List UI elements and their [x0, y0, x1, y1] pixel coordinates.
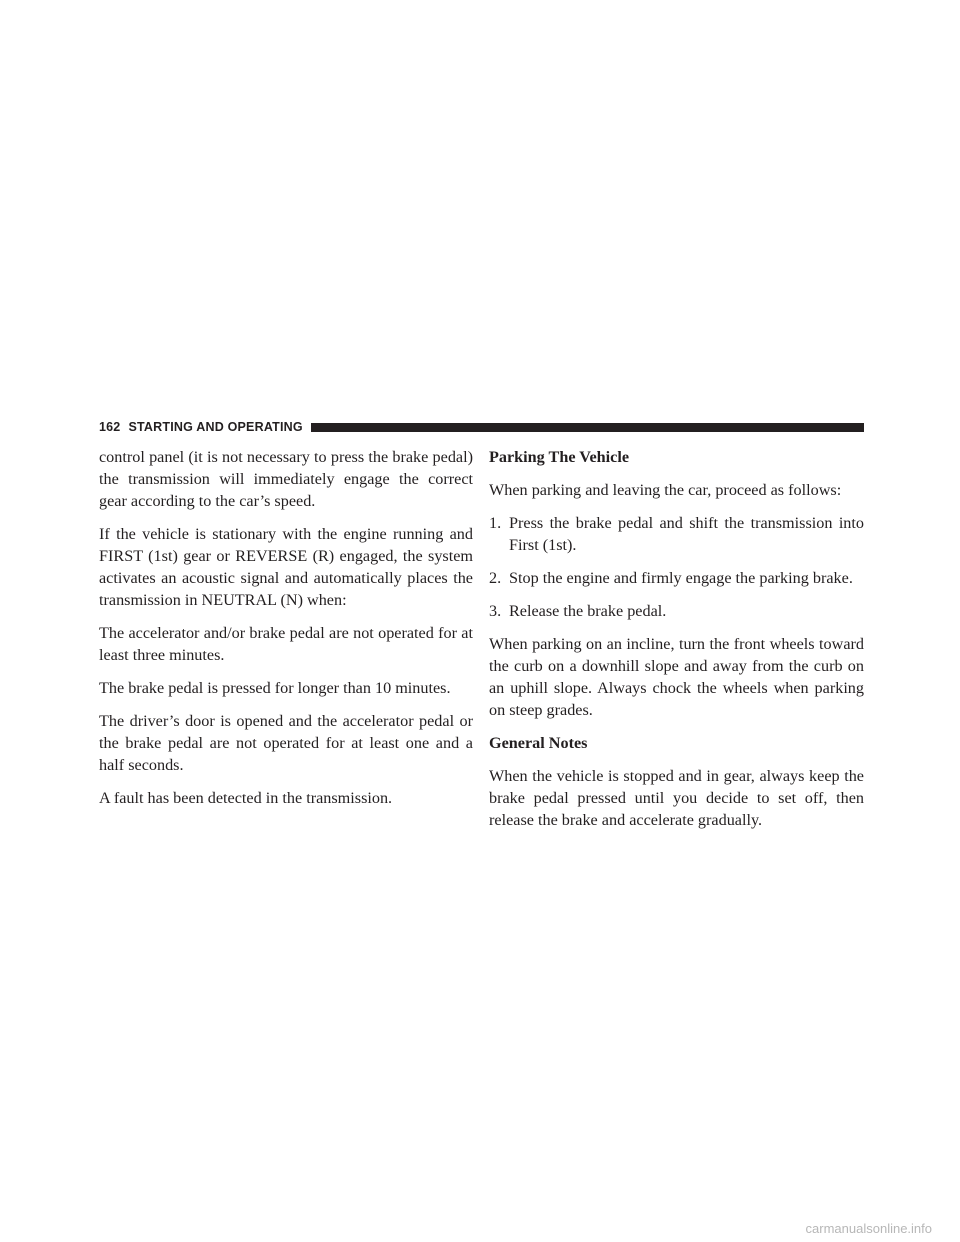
step-number: 3.: [489, 602, 502, 620]
header-rule: [311, 423, 864, 432]
page-header: [99, 418, 864, 436]
section-title: STARTING AND OPERATING: [128, 420, 303, 434]
step-text: Press the brake pedal and shift the transmission into First (1st).: [509, 514, 864, 554]
notes-heading: General Notes: [489, 734, 588, 752]
page-number: 162: [99, 420, 121, 434]
step-text: Release the brake pedal.: [509, 602, 667, 620]
parking-heading: Parking The Vehicle: [489, 448, 630, 466]
watermark: carmanualsonline.info: [805, 1221, 932, 1236]
step-item: [489, 567, 864, 589]
paragraph: If the vehicle is stationary with the engine running and FIRST (1st) gear or REVERSE (R) engaged, the system activates an acoustic signal and automatically places the transmission in NEUTRAL (N) when:: [99, 525, 473, 609]
step-item: [489, 600, 864, 622]
paragraph: The driver’s door is opened and the accelerator pedal or the brake pedal are not operated for at least one and a half seconds.: [99, 712, 473, 774]
step-number: 2.: [489, 569, 502, 587]
step-text: Stop the engine and firmly engage the parking brake.: [509, 569, 853, 587]
step-item: [489, 512, 864, 556]
incline-paragraph: When parking on an incline, turn the front wheels toward the curb on a downhill slope and away from the curb on an uphill slope. Always chock the wheels when parking on steep grades.: [489, 635, 864, 719]
right-column: [489, 446, 864, 842]
parking-intro: When parking and leaving the car, proceed as follows:: [489, 481, 842, 499]
paragraph: The accelerator and/or brake pedal are not operated for at least three minutes.: [99, 624, 473, 664]
paragraph: control panel (it is not necessary to press the brake pedal) the transmission will immediately engage the correct gear according to the car’s speed.: [99, 448, 473, 510]
notes-paragraph: When the vehicle is stopped and in gear, always keep the brake pedal pressed until you decide to set off, then release the brake and accelerate gradually.: [489, 767, 864, 829]
left-column: [99, 446, 473, 820]
paragraph: The brake pedal is pressed for longer than 10 minutes.: [99, 679, 451, 697]
step-number: 1.: [489, 514, 502, 532]
paragraph: A fault has been detected in the transmission.: [99, 789, 393, 807]
